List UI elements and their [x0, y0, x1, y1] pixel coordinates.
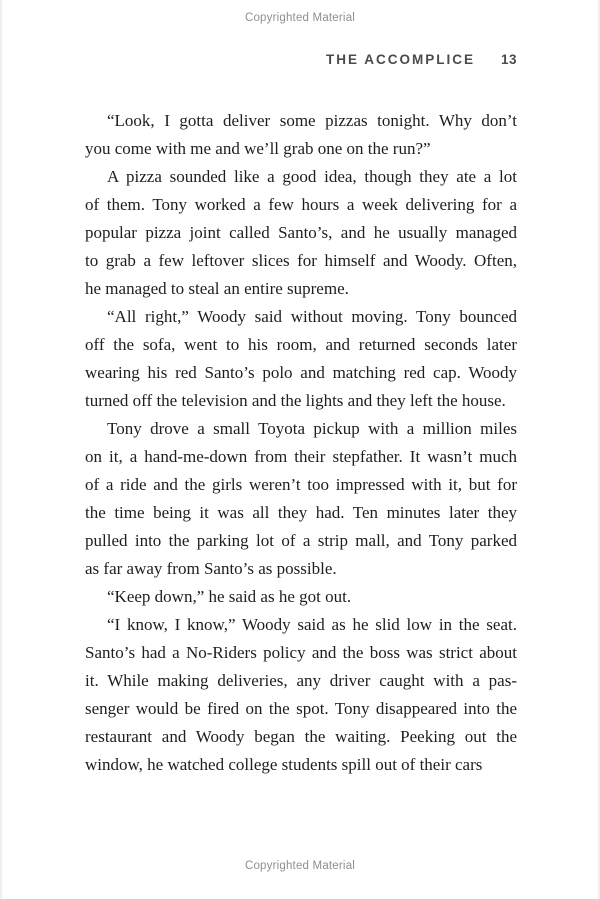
- text-line: “All right,” Woody said without moving. Tony bounced: [107, 307, 517, 326]
- page-number: 13: [500, 52, 517, 67]
- book-title: THE ACCOMPLICE: [325, 52, 475, 67]
- text-line: to grab a few leftover slices for himself and Woody. Often,: [85, 251, 517, 270]
- text-line: off the sofa, went to his room, and returned seconds later: [85, 335, 517, 354]
- text-line: “Keep down,” he said as he got out.: [107, 587, 352, 606]
- text-line: A pizza sounded like a good idea, though they ate a lot: [107, 167, 517, 186]
- text-line: pulled into the parking lot of a strip mall, and Tony parked: [85, 531, 517, 550]
- text-line: the time being it was all they had. Ten minutes later they: [85, 503, 517, 522]
- text-line: “I know, I know,” Woody said as he slid low in the seat.: [107, 615, 517, 634]
- text-line: turned off the television and the lights and they left the house.: [85, 391, 506, 410]
- text-line: Tony drove a small Toyota pickup with a million miles: [107, 419, 517, 438]
- running-header: [85, 52, 517, 67]
- text-line: wearing his red Santo’s polo and matching red cap. Woody: [85, 363, 517, 382]
- text-line: on it, a hand-me-down from their stepfather. It wasn’t much: [85, 447, 517, 466]
- text-line: he managed to steal an entire supreme.: [85, 279, 349, 298]
- text-line: Santo’s had a No-Riders policy and the boss was strict about: [85, 643, 517, 662]
- text-line: as far away from Santo’s as possible.: [85, 559, 337, 578]
- copyright-notice-top: Copyrighted Material: [244, 12, 356, 24]
- text-line: “Look, I gotta deliver some pizzas tonight. Why don’t: [107, 111, 517, 130]
- page-text: [85, 107, 517, 779]
- text-line: it. While making deliveries, any driver caught with a pas-: [85, 671, 517, 690]
- text-line: senger would be fired on the spot. Tony disappeared into the: [85, 699, 517, 718]
- text-line: restaurant and Woody began the waiting. Peeking out the: [85, 727, 517, 746]
- copyright-notice-bottom: Copyrighted Material: [244, 860, 356, 872]
- text-line: popular pizza joint called Santo’s, and he usually managed: [85, 223, 517, 242]
- text-line: of them. Tony worked a few hours a week delivering for a: [85, 195, 517, 214]
- text-line: you come with me and we’ll grab one on the run?”: [85, 139, 431, 158]
- text-line: of a ride and the girls weren’t too impressed with it, but for: [85, 475, 517, 494]
- text-line: window, he watched college students spill out of their cars: [85, 755, 483, 774]
